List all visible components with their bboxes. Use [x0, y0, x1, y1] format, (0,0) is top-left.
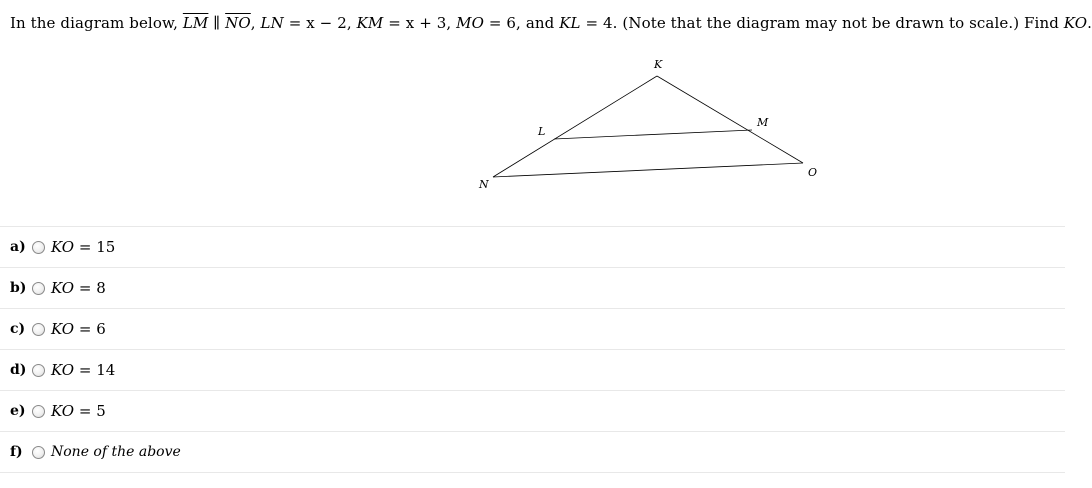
choice-answer	[51, 402, 106, 420]
radio-button[interactable]	[32, 405, 45, 418]
label-k: K	[654, 58, 663, 71]
choice-letter: a)	[10, 239, 26, 255]
segment-no: $\overline{NO}$	[225, 14, 251, 32]
answer-choices	[0, 226, 1065, 473]
segment-lm: $\overline{LM}$	[182, 14, 209, 32]
choice-letter: c)	[10, 321, 26, 337]
parallel-symbol: ∥	[213, 14, 221, 32]
choice-var: KO	[51, 361, 75, 379]
choice-var: KO	[51, 279, 75, 297]
choice-letter: d)	[10, 362, 27, 378]
choice-var: KO	[51, 320, 75, 338]
radio-button[interactable]	[32, 241, 45, 254]
choice-f[interactable]	[0, 431, 1065, 473]
choice-a[interactable]	[0, 226, 1065, 267]
given-kl-var: KL	[559, 14, 581, 32]
label-m: M	[757, 116, 769, 129]
given-ln-var: LN	[260, 14, 284, 32]
choice-b[interactable]	[0, 267, 1065, 308]
label-l: L	[538, 125, 546, 138]
radio-button[interactable]	[32, 282, 45, 295]
choice-var: KO	[51, 402, 75, 420]
choice-answer	[51, 320, 106, 338]
segment-kn	[493, 76, 657, 177]
target-ko: KO	[1063, 14, 1088, 32]
choice-c[interactable]	[0, 308, 1065, 349]
choice-expr: = 14	[78, 361, 116, 379]
radio-button[interactable]	[32, 364, 45, 377]
label-n: N	[479, 178, 489, 191]
choice-expr: = 5	[78, 402, 106, 420]
given-ln-expr: = x − 2,	[288, 14, 352, 32]
triangle-diagram	[0, 0, 1065, 220]
given-km-var: KM	[356, 14, 384, 32]
given-mo-expr: = 6,	[488, 14, 521, 32]
choice-expr: = 8	[78, 279, 106, 297]
choice-letter: f)	[10, 444, 23, 460]
choice-expr: = 6	[78, 320, 106, 338]
choice-expr: = 15	[78, 238, 116, 256]
segment-lm-line	[554, 130, 752, 139]
segment-ko	[657, 76, 803, 163]
choice-answer: None of the above	[51, 444, 181, 460]
choice-e[interactable]	[0, 390, 1065, 431]
given-mo-var: MO	[456, 14, 484, 32]
question-text: In the diagram below, $\overline{LM}$ ∥ $\overline{NO}$, LN = x − 2, KM = x + 3, MO = 6, and KL = 4. (Note that the diagram may not be drawn to scale.) Find KO.	[10, 14, 1092, 32]
choice-answer	[51, 361, 115, 379]
radio-button[interactable]	[32, 323, 45, 336]
and-word: and	[525, 14, 555, 32]
radio-button[interactable]	[32, 446, 45, 459]
given-kl-expr: = 4.	[585, 14, 618, 32]
scale-note: (Note that the diagram may not be drawn to scale.)	[622, 14, 1020, 32]
choice-letter: b)	[10, 280, 27, 296]
question-intro: In the diagram below,	[10, 14, 178, 32]
given-km-expr: = x + 3,	[388, 14, 452, 32]
choice-answer	[51, 238, 115, 256]
find-word: Find	[1024, 14, 1059, 32]
choice-var: KO	[51, 238, 75, 256]
segment-no-line	[493, 163, 803, 177]
choice-letter: e)	[10, 403, 26, 419]
question-period: .	[1087, 14, 1092, 32]
label-o: O	[808, 166, 818, 179]
choice-d[interactable]	[0, 349, 1065, 390]
choice-answer	[51, 279, 106, 297]
